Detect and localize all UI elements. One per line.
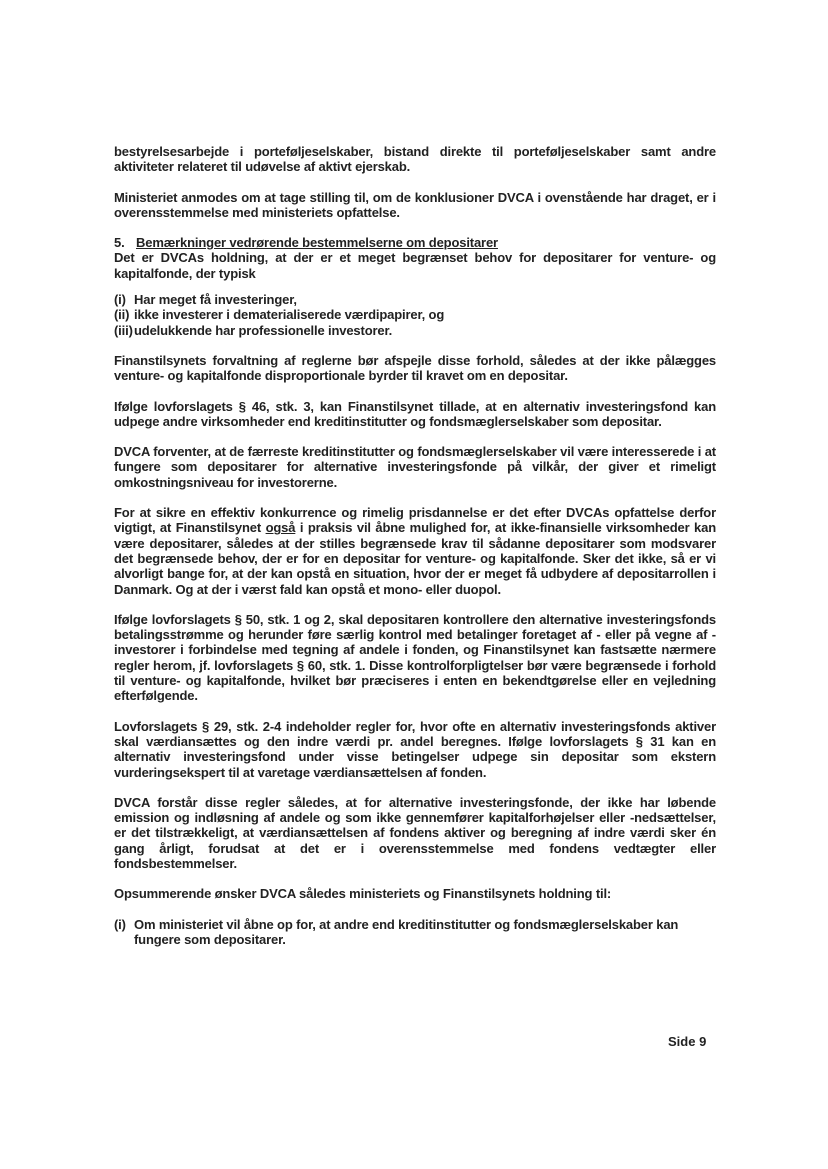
paragraph: DVCA forventer, at de færreste kreditinstitutter og fondsmæglerselskaber vil være interesserede i at fungere som depositarer for alternative investeringsfonde på vilkår, der giver et rimeligt omkostningsniveau for investorerne. [114,444,716,490]
paragraph: Ifølge lovforslagets § 50, stk. 1 og 2, skal depositaren kontrollere den alternative investeringsfonds betalingsstrømme og herunder føre særlig kontrol med betalinger foretaget af - eller på vegne af - investorer i forbindelse med tegning af andele i fonden, og Finanstilsynet kan fastsætte nærmere regler herom, jf. lovforslagets § 60, stk. 1. Disse kontrolforpligtelser bør være begrænsede i forhold til venture- og kapitalfonde, hvilket bør præciseres i enten en bekendtgørelse eller en vejledning efterfølgende. [114,611,716,704]
list-marker: (i) [114,916,126,932]
list-item-text: Om ministeriet vil åbne op for, at andre end kreditinstitutter og fondsmæglerselskaber kan fungere som depositarer. [134,916,679,947]
paragraph: bestyrelsesarbejde i porteføljeselskaber, bistand direkte til porteføljeselskaber samt andre aktiviteter relateret til udøvelse af aktivt ejerskab. [114,144,716,175]
underlined-text: også [265,520,296,536]
list-item-text: udelukkende har professionelle investorer. [134,322,393,338]
list-item [114,292,716,307]
list-item-text: ikke investerer i dematerialiserede værdipapirer, og [134,307,445,323]
document-body [114,144,716,947]
list-marker: (i) [114,292,126,308]
list-item [114,917,716,948]
paragraph: Det er DVCAs holdning, at der er et meget begrænset behov for depositarer for venture- og kapitalfonde, der typisk [114,250,716,281]
summary-list [114,917,716,948]
paragraph: DVCA forstår disse regler således, at for alternative investeringsfonde, der ikke har løbende emission og indløsning af andele og som ikke gennemfører kapitalforhøjelser eller -nedsættelser, er det tilstrækkeligt, at værdiansættelsen af fondens aktiver og beregning af indre værdi sker én gang årligt, forudsat at det er i overensstemmelse med fondens vedtægter eller fondsbestemmelser. [114,794,716,871]
paragraph: Ministeriet anmodes om at tage stilling til, om de konklusioner DVCA i ovenstående har draget, er i overensstemmelse med ministeriets opfattelse. [114,189,716,220]
list-item [114,323,716,338]
list-marker: (ii) [114,307,130,323]
page-number: Side 9 [668,1034,707,1049]
paragraph: Finanstilsynets forvaltning af reglerne bør afspejle disse forhold, således at der ikke pålægges venture- og kapitalfonde disproportionale byrder til kravet om en depositar. [114,352,716,384]
paragraph: Lovforslagets § 29, stk. 2-4 indeholder regler for, hvor ofte en alternativ investeringsfonds aktiver skal værdiansættes og den indre værdi pr. andel beregnes. Ifølge lovforslagets § 31 kan en alternativ investeringsfond under visse betingelser udpege sin depositar som ekstern vurderingsekspert til at varetage værdiansættelsen af fonden. [114,718,716,780]
paragraph: Opsummerende ønsker DVCA således ministeriets og Finanstilsynets holdning til: [114,886,612,902]
list-item-text: Har meget få investeringer, [134,292,297,308]
text-run: i praksis vil åbne mulighed for, at ikke-finansielle virksomheder kan være depositarer, således at der stilles begrænsede krav til sådanne depositarer som modsvarer det begrænsede behov, der er for en depositar for venture- og kapitalfonde. Sker det ikke, så er vi alvorligt bange for, at der kan opstå en situation, hvor der er meget få udbydere af depositarrollen i Danmark. Og at der i værst fald kan opstå et mono- eller duopol. [114,520,717,597]
list-item [114,307,716,322]
section-number: 5. [114,235,125,251]
criteria-list [114,292,716,338]
text-run: For at sikre en effektiv konkurrence og rimelig prisdannelse er det efter DVCAs opfattelse derfor vigtigt, at Finanstilsynet [114,505,716,536]
list-marker: (iii) [114,322,133,338]
section-title: Bemærkninger vedrørende bestemmelserne om depositarer [136,235,498,251]
paragraph: Ifølge lovforslagets § 46, stk. 3, kan Finanstilsynet tillade, at en alternativ investeringsfond kan udpege andre virksomheder end kreditinstitutter og fondsmæglerselskaber som depositar. [114,398,716,429]
paragraph [114,505,716,597]
section-heading [114,235,716,250]
